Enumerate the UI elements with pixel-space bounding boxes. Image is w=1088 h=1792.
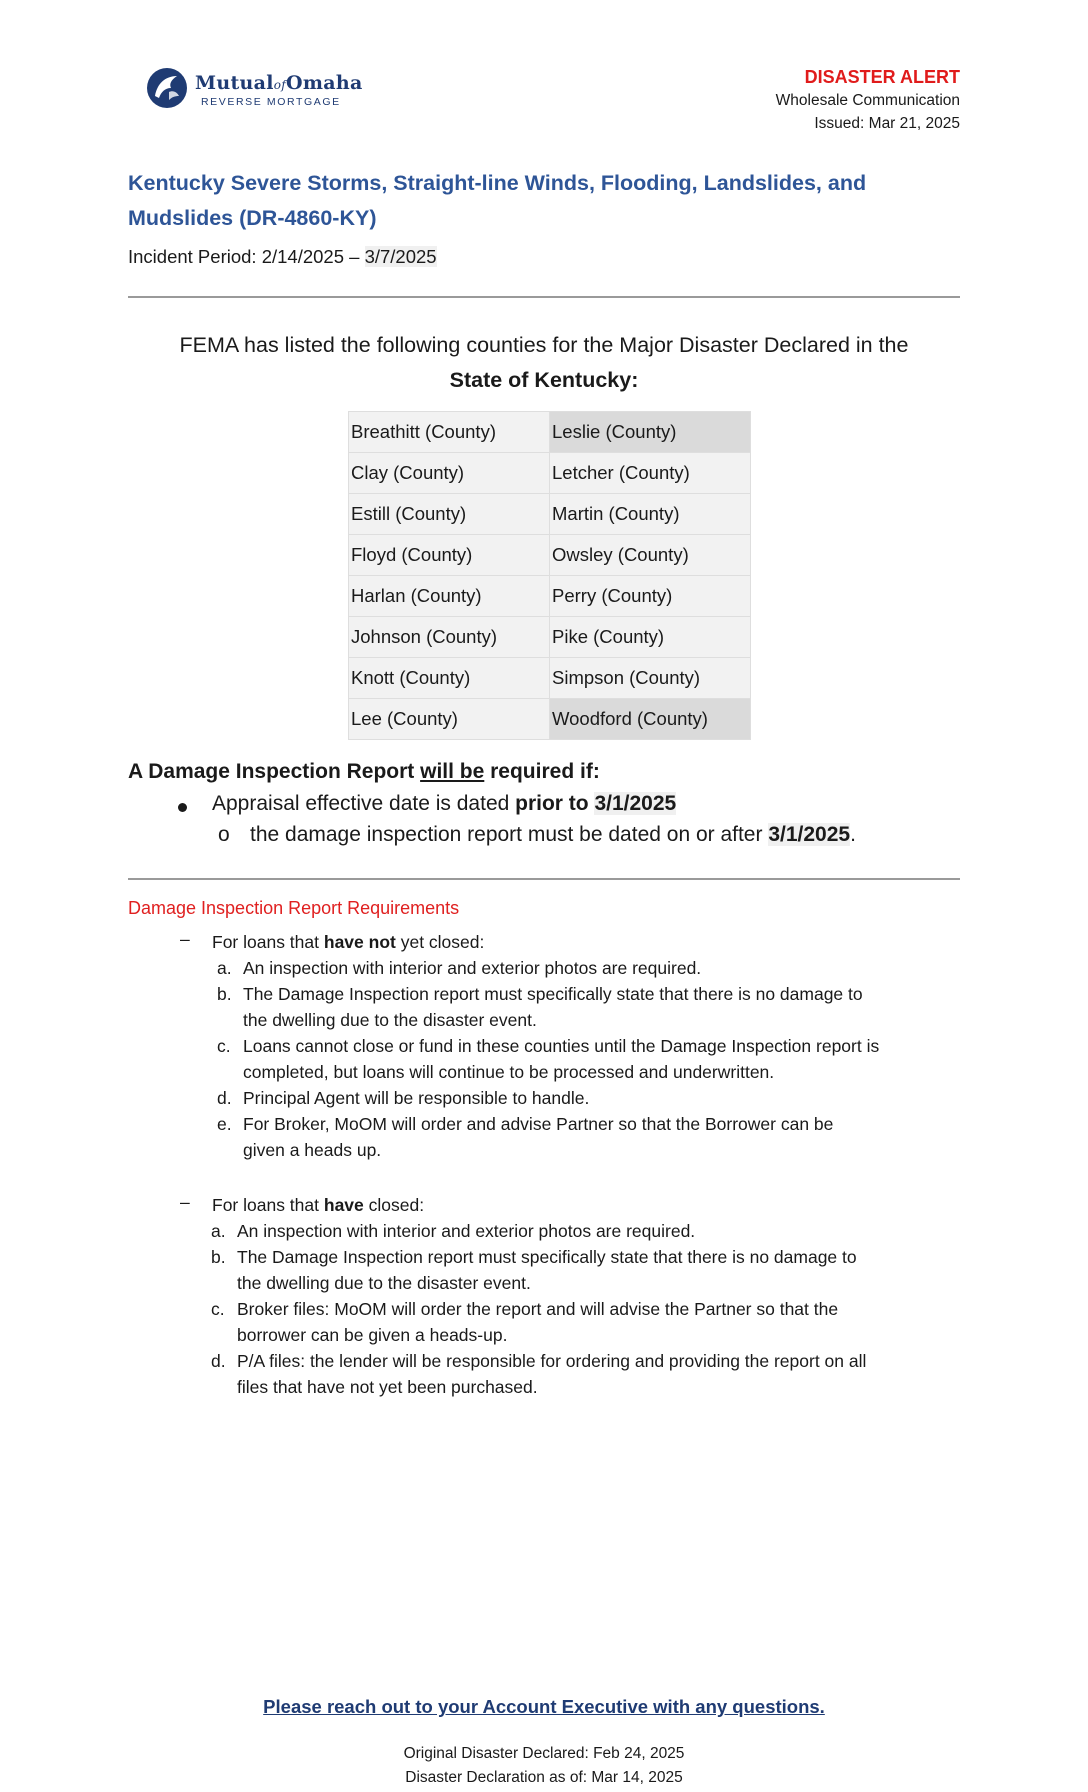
divider-top [128,296,960,298]
declaration-as-of-date: Disaster Declaration as of: Mar 14, 2025 [405,1769,683,1786]
disaster-title-line2: Mudslides (DR-4860-KY) [128,206,377,230]
item-text-line: The Damage Inspection report must specifically state that there is no damage to [243,984,863,1004]
item-letter: e. [217,1114,232,1134]
item-text-line: given a heads up. [243,1140,382,1160]
bullet-bold: prior to [515,792,595,815]
group-heading-bold: have not [323,932,396,952]
county-cell: Woodford (County) [550,699,751,740]
item-letter: b. [217,984,232,1004]
group-heading-text: For loans that [212,932,324,952]
bullet-icon [178,803,187,812]
dash-marker: – [180,929,190,949]
item-text-line: completed, but loans will continue to be processed and underwritten. [243,1062,775,1082]
item-letter: d. [211,1351,226,1371]
fema-statement-line1: FEMA has listed the following counties for the Major Disaster Declared in the [179,333,909,357]
item-text-line: Principal Agent will be responsible to handle. [243,1088,590,1108]
group-heading-text: For loans that [212,1195,324,1215]
county-cell: Harlan (County) [349,576,550,617]
item-letter: b. [211,1247,226,1267]
divider-middle [128,878,960,880]
incident-period-label: Incident Period: 2/14/2025 – [128,246,365,267]
issued-date: Issued: Mar 21, 2025 [814,115,960,132]
counties-table [348,411,751,740]
item-text-line: An inspection with interior and exterior photos are required. [237,1221,696,1241]
incident-end-date: 3/7/2025 [364,246,437,267]
bullet-text: Appraisal effective date is dated [212,792,516,815]
disaster-alert-label: DISASTER ALERT [804,67,960,87]
heading-part: A Damage Inspection Report [128,760,421,783]
item-letter: a. [211,1221,226,1241]
item-text-line: the dwelling due to the disaster event. [243,1010,537,1030]
requirements-title: Damage Inspection Report Requirements [128,898,460,918]
county-cell: Leslie (County) [550,412,751,453]
group-heading-bold: have [323,1195,364,1215]
header-info [776,66,960,135]
county-row [349,453,751,494]
bullet-date: 3/1/2025 [594,792,677,815]
item-text-line: files that have not yet been purchased. [237,1377,538,1397]
county-cell: Letcher (County) [550,453,751,494]
group-heading-text: closed: [363,1195,425,1215]
item-letter: c. [211,1299,225,1319]
subbullet-period: . [850,823,856,846]
county-cell: Perry (County) [550,576,751,617]
county-cell: Martin (County) [550,494,751,535]
county-row [349,699,751,740]
item-text-line: borrower can be given a heads-up. [237,1325,508,1345]
communication-type: Wholesale Communication [775,92,960,109]
incident-period [128,246,437,268]
group-heading-text: yet closed: [395,932,485,952]
item-text-line: Broker files: MoOM will order the report and will advise the Partner so that the [237,1299,839,1319]
disaster-title-line1: Kentucky Severe Storms, Straight-line Winds, Flooding, Landslides, and [128,171,867,195]
item-letter: a. [217,958,232,978]
county-row [349,412,751,453]
lion-logo-icon [145,66,189,110]
group-heading [212,929,484,955]
logo-brand-text: MutualofOmaha [195,72,363,94]
company-logo [145,66,375,112]
item-text-line: P/A files: the lender will be responsible for ordering and providing the report on all [237,1351,867,1371]
subbullet-date: 3/1/2025 [768,823,851,846]
county-row [349,617,751,658]
contact-account-executive-link[interactable]: Please reach out to your Account Executive with any questions. [263,1696,825,1717]
logo-subtitle: REVERSE MORTGAGE [201,96,341,108]
county-cell: Breathitt (County) [349,412,550,453]
fema-statement [128,328,960,398]
subbullet-text: the damage inspection report must be dated on or after [250,823,769,846]
county-cell: Pike (County) [550,617,751,658]
item-text-line: An inspection with interior and exterior photos are required. [243,958,702,978]
county-cell: Clay (County) [349,453,550,494]
item-text-line: For Broker, MoOM will order and advise Partner so that the Borrower can be [243,1114,834,1134]
group-heading [212,1192,424,1218]
county-row [349,658,751,699]
county-cell: Floyd (County) [349,535,550,576]
disaster-title [128,166,928,236]
item-text-line: The Damage Inspection report must specifically state that there is no damage to [237,1247,857,1267]
dash-marker: – [180,1192,190,1212]
damage-inspection-heading [128,760,600,784]
county-cell: Simpson (County) [550,658,751,699]
county-row [349,576,751,617]
heading-part: required if: [484,760,600,783]
item-letter: c. [217,1036,231,1056]
item-text-line: Loans cannot close or fund in these counties until the Damage Inspection report is [243,1036,880,1056]
item-text-line: the dwelling due to the disaster event. [237,1273,531,1293]
county-cell: Lee (County) [349,699,550,740]
item-letter: d. [217,1088,232,1108]
county-row [349,494,751,535]
heading-underlined: will be [420,760,485,783]
fema-statement-state: State of Kentucky: [449,368,639,392]
county-cell: Johnson (County) [349,617,550,658]
county-cell: Knott (County) [349,658,550,699]
county-row [349,535,751,576]
county-cell: Owsley (County) [550,535,751,576]
original-declared-date: Original Disaster Declared: Feb 24, 2025 [403,1745,685,1762]
sub-bullet-icon: o [218,823,230,846]
county-cell: Estill (County) [349,494,550,535]
